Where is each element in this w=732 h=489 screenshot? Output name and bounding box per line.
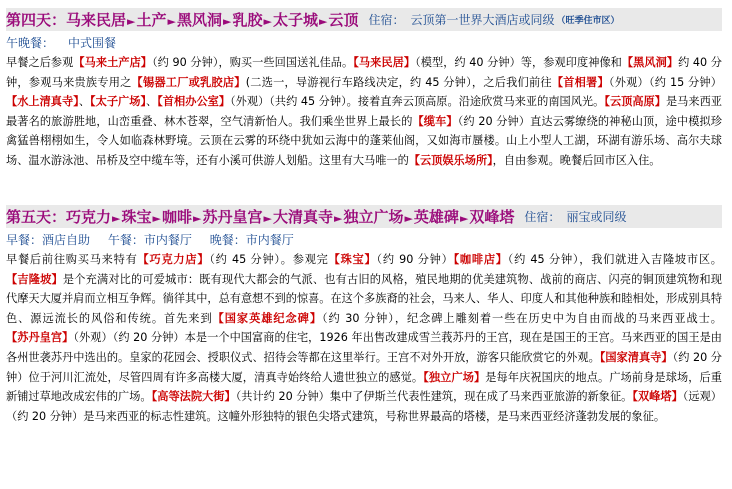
route-arrow-icon: ► — [127, 15, 136, 28]
route-stop: 独立广场 — [343, 208, 404, 226]
route-stop: 咖啡 — [161, 208, 192, 226]
highlight-attraction: 【黑风洞】 — [621, 56, 679, 69]
day4-stay-label: 住宿： — [368, 13, 405, 27]
highlight-attraction: 【云顶高原】 — [604, 95, 666, 109]
route-arrow-icon: ► — [404, 212, 413, 225]
route-arrow-icon: ► — [263, 15, 272, 28]
description-text: 是个充满对比的可爱城市：既有现代大都会的气派、也有古旧的风格，殖民地期的优美建筑物、战前的商店、闪亮的铜顶建筑物和现代摩天大厦并肩而立相互争辉。徜徉其中，总有意想不到的惊喜。在这个多族裔的社会，马来人、华人、印度人和其他种族和睦相处，形成别具特色、源远流长的风俗和传统。首先来到 — [6, 272, 723, 325]
description-text: （约 20 分钟）位于河川汇流处，尽管四周有许多高楼大厦，清真寺始终给人遗世独立的感觉。 — [6, 350, 722, 384]
description-text: （约 20 分钟）直达云雾缭绕的神秘山顶，途中模拟珍禽猛兽栩栩如生，令人如临森林野境。云顶在云雾的环绕中犹如云海中的蓬莱仙阁，又如海市蜃楼。山上小型人工湖，环湖有游乐场、高尔夫球场、温水游泳池、吊桥及空中缆车等，还有小溪可供游人划船。这里有大马唯一的 — [6, 114, 722, 167]
day4-stay-note: （旺季住市区） — [556, 16, 620, 26]
route-arrow-icon: ► — [112, 212, 121, 225]
day4-route — [6, 9, 358, 30]
route-arrow-icon: ► — [333, 212, 343, 225]
description-text: 是马来西亚最著名的旅游胜地，山峦重叠、林木苍翠，空气清新怡人。我们乘坐世界上最长的 — [6, 95, 722, 128]
highlight-attraction: 【国家英雄纪念碑】 — [212, 311, 322, 325]
route-stop: 土产 — [136, 11, 167, 29]
route-stop: 英雄碑 — [413, 208, 459, 226]
day4-day-label: 第四天： — [6, 11, 67, 29]
description-text: （模型，约 40 分钟）等，参观印度神像和 — [415, 56, 622, 69]
highlight-attraction: 【吉隆坡】 — [6, 272, 63, 286]
route-arrow-icon: ► — [167, 15, 176, 28]
highlight-attraction: 【苏丹皇宫】 — [6, 331, 74, 345]
route-arrow-icon: ► — [263, 212, 272, 225]
day5-title-bar — [6, 205, 722, 228]
description-text: （外观）（共约 45 分钟）。接着直奔云顶高原。沿途欣赏马来亚的南国风光。 — [230, 95, 605, 109]
description-text: 早餐后前往购买马来特有 — [6, 253, 138, 266]
highlight-attraction: 【太子广场】 — [90, 95, 147, 109]
highlight-attraction: 【巧克力店】 — [137, 253, 210, 266]
description-text: （共计约 20 分钟）集中了伊斯兰代表性建筑，现在成了马来西亚旅游的新象征。 — [235, 390, 633, 404]
route-stop: 大清真寺 — [272, 208, 333, 226]
route-stop: 黑风洞 — [176, 11, 222, 29]
day5-meal-breakfast: 早餐：酒店自助 — [6, 233, 91, 247]
route-arrow-icon: ► — [318, 15, 328, 28]
day4-description — [6, 53, 722, 171]
highlight-attraction: 【水上清真寺】 — [6, 95, 79, 109]
day5-route-stops — [66, 208, 514, 226]
day5-meals — [6, 230, 722, 250]
description-text: 、 — [78, 95, 91, 109]
highlight-attraction: 【锡器工厂或乳胶店】 — [131, 75, 246, 89]
highlight-attraction: 【马来土产店】 — [73, 56, 153, 69]
highlight-attraction: 【缆车】 — [412, 114, 458, 128]
description-text: (二选一，导游视行车路线决定，约 45 分钟），之后我们前往 — [245, 75, 552, 89]
description-text: （约 90 分钟） — [376, 253, 454, 266]
day5-route — [6, 206, 514, 227]
day4-section — [6, 8, 722, 171]
day4-meal-label: 午晚餐： — [6, 36, 55, 50]
route-arrow-icon: ► — [193, 212, 202, 225]
highlight-attraction: 【首相办公室】 — [157, 95, 231, 109]
day5-day-label: 第五天： — [6, 208, 67, 226]
route-stop: 双峰塔 — [469, 208, 515, 226]
route-arrow-icon: ► — [459, 212, 469, 225]
highlight-attraction: 【独立广场】 — [423, 370, 486, 384]
highlight-attraction: 【珠宝】 — [328, 253, 377, 266]
day5-stay-label: 住宿： — [524, 210, 561, 224]
description-text: （约 45 分钟）。参观完 — [209, 253, 329, 266]
day5-meal-lunch: 午餐：市内餐厅 — [107, 233, 192, 247]
route-stop: 苏丹皇宫 — [202, 208, 263, 226]
description-text: （约 30 分钟），纪念碑上雕刻着一些在历史中为自由而战的马来西亚战士。 — [321, 311, 722, 325]
description-text: （约 90 分钟），购买一些回国送礼佳品。 — [152, 56, 354, 69]
day4-stay-value: 云顶第一世界大酒店或同级 — [410, 13, 555, 27]
day5-stay-value: 丽宝或同级 — [566, 210, 627, 224]
description-text: （外观）（约 15 分钟） — [608, 75, 722, 89]
route-stop: 乳胶 — [232, 11, 263, 29]
day5-section — [6, 205, 722, 426]
description-text: 早餐之后参观 — [6, 56, 74, 69]
day5-description — [6, 250, 722, 426]
description-text: 约 40 分钟，参观马来贵族专用之 — [6, 56, 722, 89]
highlight-attraction: 【马来民居】 — [353, 56, 416, 69]
description-text: ，自由参观。晚餐后回市区入住。 — [492, 153, 661, 167]
route-stop: 珠宝 — [121, 208, 152, 226]
highlight-attraction: 【高等法院大街】 — [151, 390, 236, 404]
day4-meals — [6, 33, 722, 53]
description-text: 是每年庆祝国庆的地点。广场前身是球场，后重新铺过草地改成宏伟的广场。 — [6, 370, 722, 404]
highlight-attraction: 【双峰塔】 — [632, 390, 683, 404]
description-text: （约 45 分钟），我们就进入吉隆坡市区。 — [507, 253, 722, 266]
day4-meal-value: 中式围餐 — [68, 36, 117, 50]
route-arrow-icon: ► — [152, 212, 161, 225]
description-text: （远观）（约 20 分钟）是马来西亚的标志性建筑。这幢外形独特的银色尖塔式建筑，号称世界最高的塔楼，是马来西亚经济蓬勃发展的象征。 — [6, 390, 722, 423]
route-arrow-icon: ► — [223, 15, 232, 28]
description-text: （外观）（约 20 分钟）本是一个中国富商的住宅，1926 年出售改建成雪兰莪苏丹的王宫，现在是国王的王宫。马来西亚的国王是由各州世袭苏丹中选出的。皇家的花园会、授职仪式、招待会等都在这里举行。王宫不对外开放，游客只能欣赏它的外观。 — [6, 331, 722, 364]
route-stop: 太子城 — [272, 11, 318, 29]
highlight-attraction: 【首相署】 — [551, 75, 609, 89]
description-text: 、 — [146, 95, 158, 109]
route-stop: 云顶 — [328, 11, 359, 29]
highlight-attraction: 【国家清真寺】 — [599, 350, 673, 364]
route-stop: 巧克力 — [66, 208, 112, 226]
highlight-attraction: 【咖啡店】 — [453, 253, 508, 266]
day5-meal-dinner: 晚餐：市内餐厅 — [209, 233, 294, 247]
day4-route-stops — [66, 11, 358, 29]
highlight-attraction: 【云顶娱乐场所】 — [408, 153, 493, 167]
route-stop: 马来民居 — [66, 11, 127, 29]
day4-title-bar — [6, 8, 722, 31]
